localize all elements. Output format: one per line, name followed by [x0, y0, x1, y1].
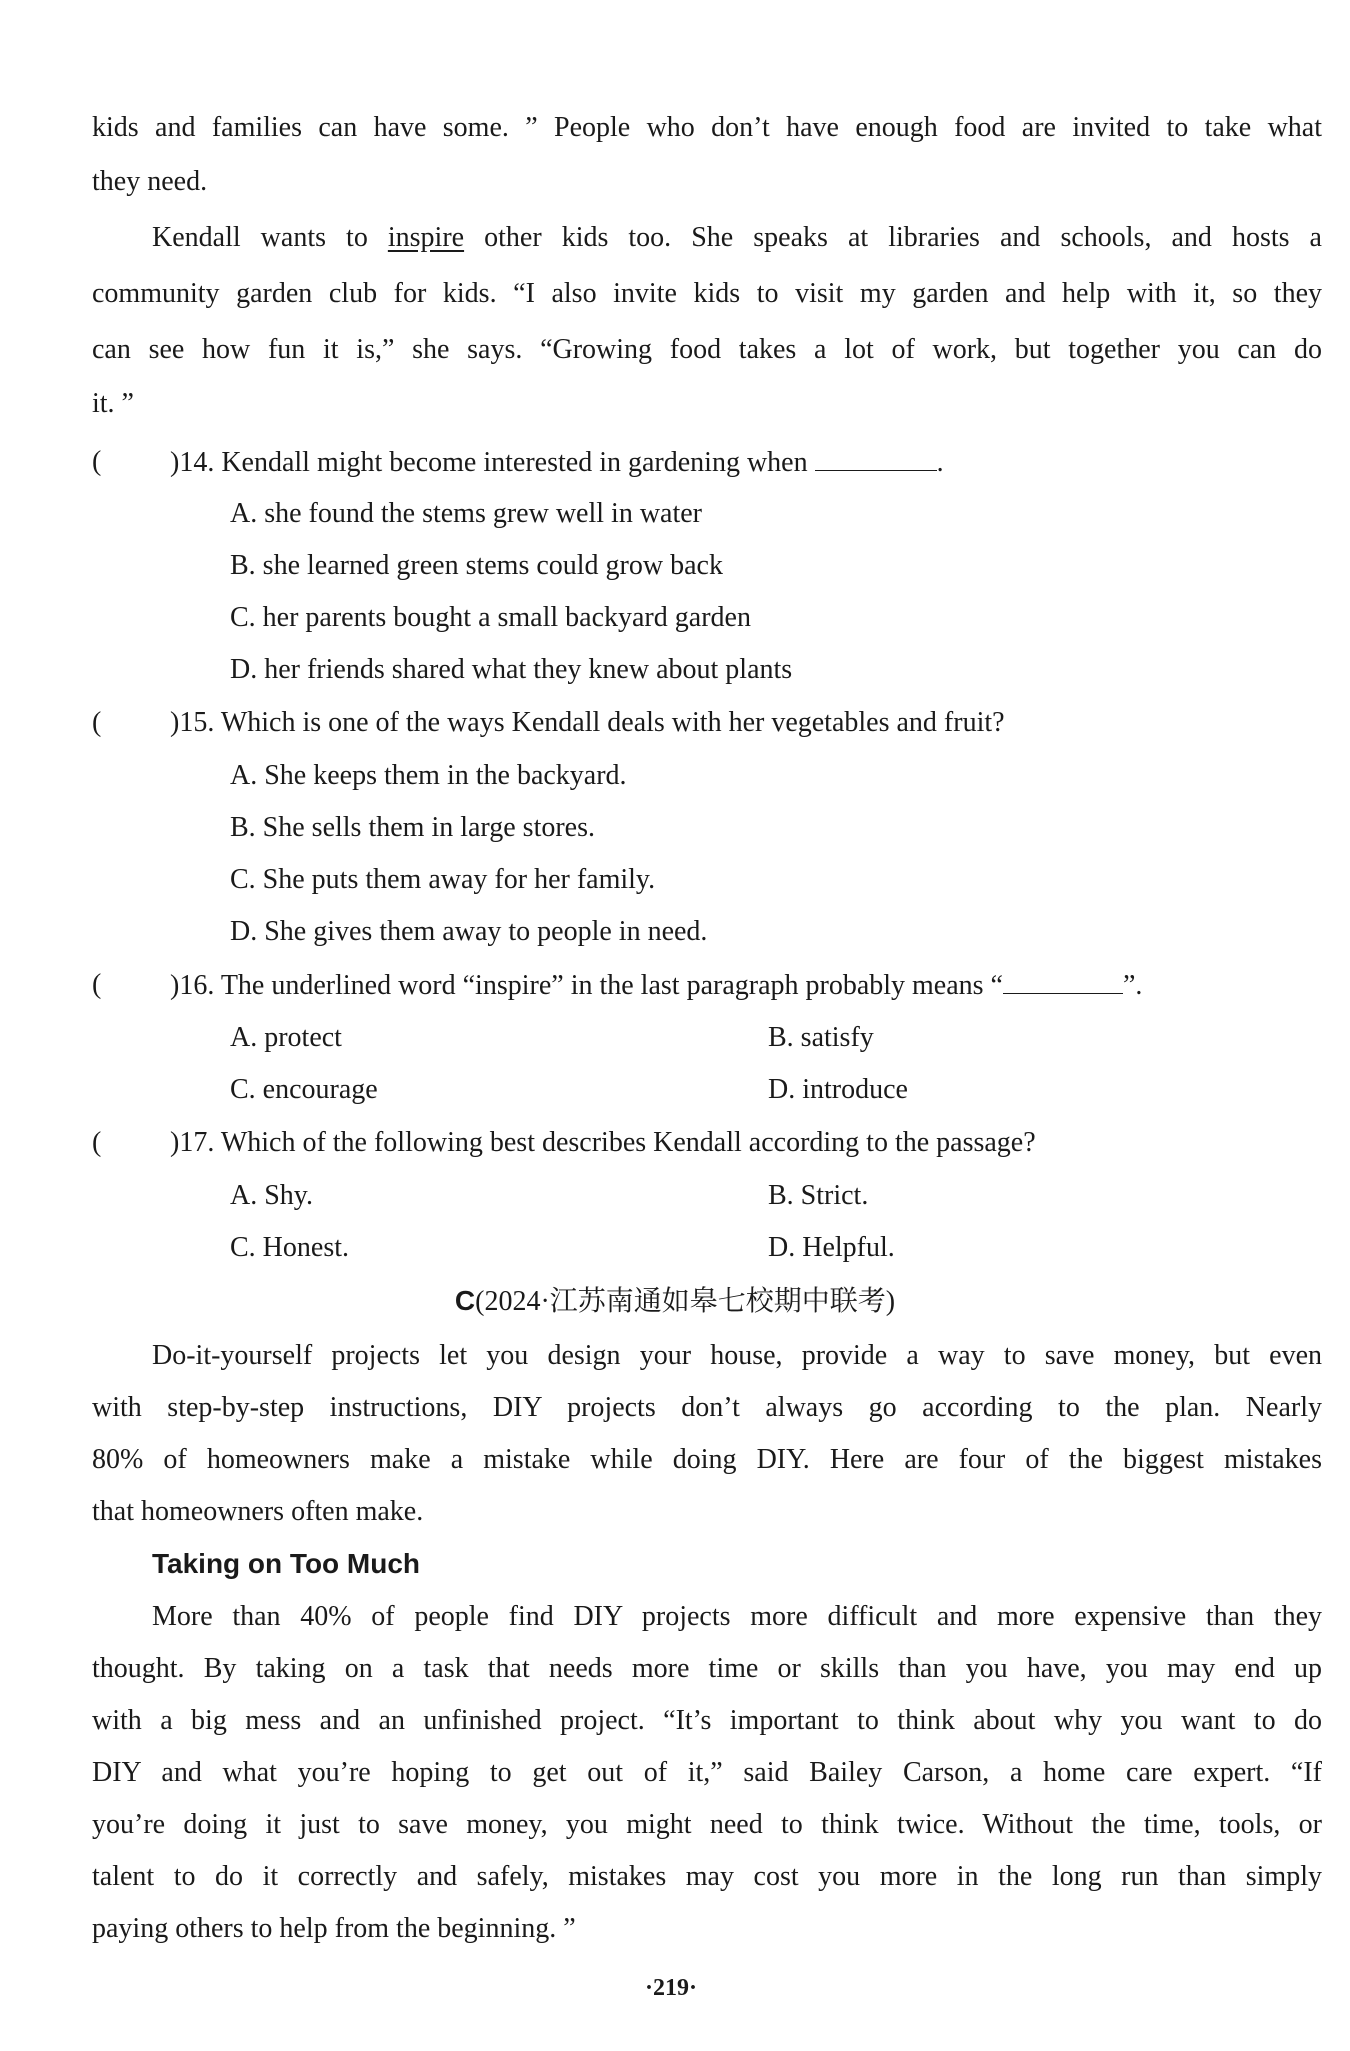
- question-16-text: [170, 967, 1142, 1004]
- option-a: A. she found the stems grew well in water: [230, 498, 702, 529]
- section-source: (2024·江苏南通如皋七校期中联考): [475, 1286, 896, 1317]
- question-end: ”.: [1123, 970, 1143, 1001]
- paragraph-line: with a big mess and an unfinished project. “It’s important to think about why you want to do: [92, 1705, 1322, 1736]
- paragraph-line: [152, 220, 1322, 256]
- paragraph-line: you’re doing it just to save money, you might need to think twice. Without the time, tools, or: [92, 1809, 1322, 1840]
- paragraph-line: talent to do it correctly and safely, mistakes may cost you more in the long run than simply: [92, 1861, 1322, 1892]
- answer-paren: (: [92, 1127, 102, 1158]
- option-a: A. protect: [230, 1022, 342, 1053]
- section-letter: C: [454, 1285, 476, 1316]
- answer-blank: [1003, 967, 1123, 994]
- option-a: A. She keeps them in the backyard.: [230, 760, 627, 791]
- page-number: ·219·: [644, 1975, 697, 2001]
- answer-paren: (: [92, 969, 102, 1000]
- paragraph-line: can see how fun it is,” she says. “Growing food takes a lot of work, but together you can do: [92, 334, 1322, 365]
- paragraph-line: More than 40% of people find DIY projects more difficult and more expensive than they: [152, 1601, 1322, 1632]
- paragraph-line: paying others to help from the beginning. ”: [92, 1913, 576, 1944]
- question-15-text: )15. Which is one of the ways Kendall deals with her vegetables and fruit?: [170, 707, 1005, 738]
- question-text: )14. Kendall might become interested in gardening when: [170, 447, 808, 478]
- option-d: D. Helpful.: [768, 1232, 895, 1263]
- paragraph-line: they need.: [92, 166, 208, 197]
- question-14-text: [170, 444, 944, 481]
- section-c-heading: [0, 1283, 1350, 1320]
- option-b: B. Strict.: [768, 1180, 869, 1211]
- option-d: D. her friends shared what they knew about plants: [230, 654, 793, 685]
- question-17-text: )17. Which of the following best describes Kendall according to the passage?: [170, 1127, 1036, 1158]
- option-b: B. She sells them in large stores.: [230, 812, 595, 843]
- answer-paren: (: [92, 707, 102, 738]
- paragraph-line: it. ”: [92, 388, 134, 419]
- paragraph-line: 80% of homeowners make a mistake while doing DIY. Here are four of the biggest mistakes: [92, 1444, 1322, 1475]
- paragraph-line: community garden club for kids. “I also invite kids to visit my garden and help with it, so they: [92, 278, 1322, 309]
- option-b: B. she learned green stems could grow back: [230, 550, 723, 581]
- option-c: C. Honest.: [230, 1232, 349, 1263]
- option-c: C. encourage: [230, 1074, 378, 1105]
- question-14: [92, 444, 101, 480]
- text-span: Kendall wants to: [152, 222, 388, 253]
- option-c: C. She puts them away for her family.: [230, 864, 656, 895]
- answer-blank: [815, 444, 937, 471]
- option-d: D. She gives them away to people in need.: [230, 916, 708, 947]
- paragraph-line: that homeowners often make.: [92, 1496, 424, 1527]
- option-d: D. introduce: [768, 1074, 908, 1105]
- option-b: B. satisfy: [768, 1022, 874, 1053]
- paragraph-line: thought. By taking on a task that needs more time or skills than you have, you may end up: [92, 1653, 1322, 1684]
- paragraph-line: DIY and what you’re hoping to get out of it,” said Bailey Carson, a home care expert. “If: [92, 1757, 1322, 1788]
- option-c: C. her parents bought a small backyard garden: [230, 602, 751, 633]
- text-span: other kids too. She speaks at libraries and schools, and hosts a: [464, 222, 1322, 253]
- paragraph-line: with step-by-step instructions, DIY projects don’t always go according to the plan. Nearly: [92, 1392, 1322, 1423]
- question-text: )16. The underlined word “inspire” in the last paragraph probably means “: [170, 970, 1003, 1001]
- option-a: A. Shy.: [230, 1180, 313, 1211]
- paragraph-line: Do-it-yourself projects let you design your house, provide a way to save money, but even: [152, 1340, 1322, 1371]
- paragraph-line: kids and families can have some. ” People who don’t have enough food are invited to take what: [92, 112, 1322, 143]
- question-end: .: [936, 447, 944, 478]
- subheading: Taking on Too Much: [152, 1548, 421, 1579]
- answer-paren: (: [92, 446, 102, 477]
- underlined-word-inspire: inspire: [387, 222, 465, 253]
